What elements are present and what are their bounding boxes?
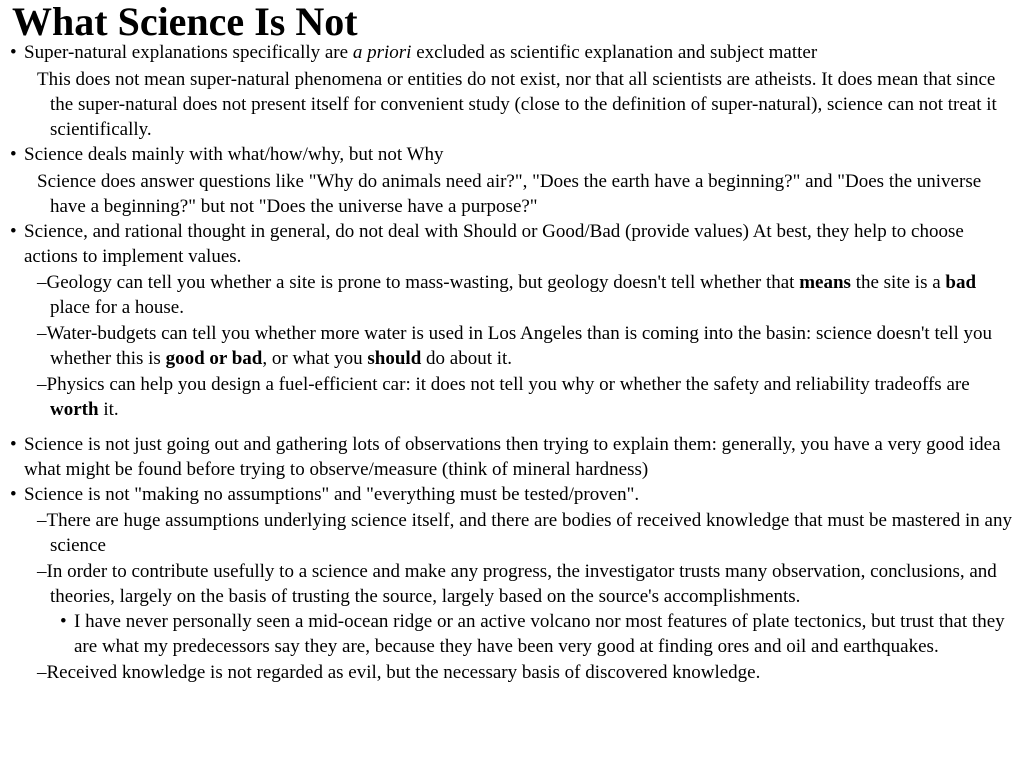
- bullet-observations: • Science is not just going out and gathering lots of observations then trying to explain them: generally, you have a very good idea what might be found before trying to observe/measure (think of mineral hardness): [10, 432, 1014, 482]
- bullet-supernatural-em: a priori: [352, 42, 412, 63]
- geology-mid: the site is a: [850, 272, 946, 293]
- bullet-assumptions: • Science is not "making no assumptions" and "everything must be tested/proven".: [10, 482, 1014, 507]
- geology-post: place for a house.: [50, 297, 184, 318]
- supernatural-detail: This does not mean super-natural phenomena or entities do not exist, nor that all scientists are atheists. It does mean that since the super-natural does not present itself for convenient study (close to the definition of super-natural), science can not treat it scientifically.: [37, 69, 997, 140]
- sub-received-knowledge: –Received knowledge is not regarded as evil, but the necessary basis of discovered knowledge.: [37, 662, 761, 683]
- water-post: do about it.: [421, 348, 513, 369]
- physics-pre: –Physics can help you design a fuel-efficient car: it does not tell you why or whether the safety and reliability tradeoffs are: [37, 374, 970, 395]
- geology-pre: –Geology can tell you whether a site is prone to mass-wasting, but geology doesn't tell whether that: [37, 272, 800, 293]
- bullet-values: • Science, and rational thought in general, do not deal with Should or Good/Bad (provide values) At best, they help to choose actions to implement values.: [10, 219, 1014, 269]
- physics-bold-worth: worth: [50, 399, 99, 420]
- slide-content: [10, 40, 1014, 685]
- subsub-mid-ocean-ridge: • I have never personally seen a mid-ocean ridge or an active volcano nor most features of plate tectonics, but trust that they are what my predecessors say they are, because they have been very good at finding ores and oil and earthquakes.: [10, 609, 1014, 659]
- bullet-supernatural-pre: Super-natural explanations specifically are: [24, 42, 353, 63]
- slide-title: What Science Is Not: [12, 0, 358, 44]
- sub-water: [10, 321, 1014, 371]
- bullet-supernatural-post: excluded as scientific explanation and subject matter: [411, 42, 818, 63]
- water-mid: , or what you: [262, 348, 368, 369]
- geology-bold-bad: bad: [945, 272, 977, 293]
- physics-post: it.: [98, 399, 119, 420]
- sub-trust-sources: –In order to contribute usefully to a science and make any progress, the investigator trusts many observation, conclusions, and theories, largely on the basis of trusting the source, largely based on the source's accomplishments.: [37, 561, 997, 607]
- bullet-why: • Science deals mainly with what/how/why, but not Why: [10, 142, 1014, 167]
- water-pre: –Water-budgets can tell you whether more water is used in Los Angeles than is coming into the basin: science doesn't tell you whether this is: [37, 323, 992, 369]
- sub-geology: [10, 270, 1014, 320]
- sub-physics: [10, 372, 1014, 422]
- sub-huge-assumptions: –There are huge assumptions underlying science itself, and there are bodies of received knowledge that must be mastered in any science: [37, 510, 1012, 556]
- water-bold-should: should: [367, 348, 422, 369]
- bullet-supernatural: [10, 40, 1014, 65]
- why-detail: Science does answer questions like "Why do animals need air?", "Does the earth have a beginning?" and "Does the universe have a beginning?" but not "Does the universe have a purpose?": [37, 171, 982, 217]
- water-bold-good-or-bad: good or bad: [165, 348, 263, 369]
- geology-bold-means: means: [799, 272, 851, 293]
